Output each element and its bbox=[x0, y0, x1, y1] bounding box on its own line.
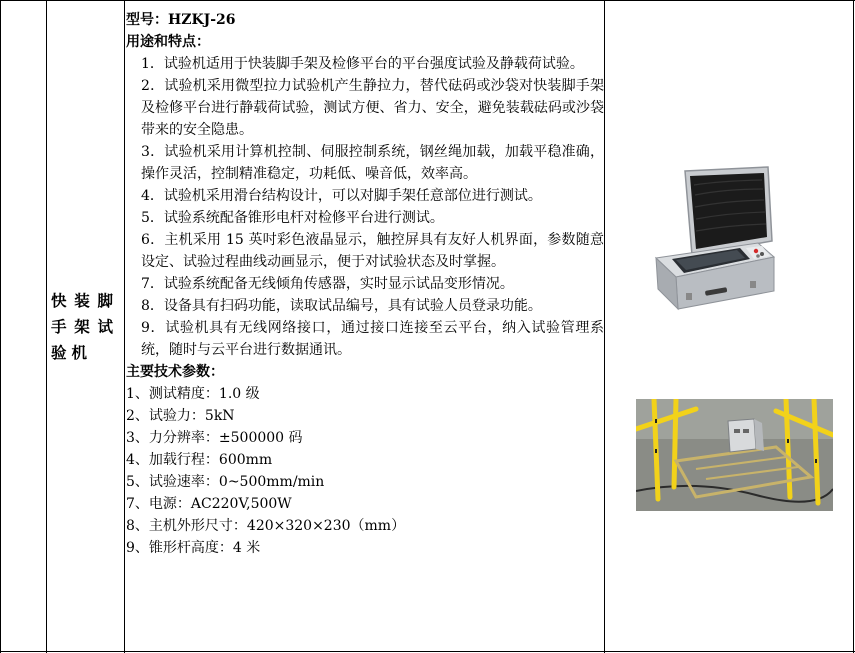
feature-item: 9．试验机具有无线网络接口，通过接口连接至云平台，纳入试验管理系统，随时与云平台进行数据通讯。 bbox=[141, 320, 604, 358]
model-label: 型号：HZKJ-26 bbox=[126, 12, 236, 28]
spec-item: 3、力分辨率：±500000 码 bbox=[126, 430, 303, 446]
table-border-bottom bbox=[0, 651, 855, 652]
feature-item: 1．试验机适用于快装脚手架及检修平台的平台强度试验及静载荷试验。 bbox=[141, 56, 584, 72]
feature-item: 7．试验系统配备无线倾角传感器，实时显示试品变形情况。 bbox=[141, 276, 514, 292]
feature-item: 3．试验机采用计算机控制、伺服控制系统，钢丝绳加载，加载平稳准确，操作灵活，控制精准稳定，功耗低、噪音低，效率高。 bbox=[141, 144, 604, 182]
spec-item: 8、主机外形尺寸：420×320×230（mm） bbox=[126, 518, 406, 534]
spec-item: 9、锥形杆高度：4 米 bbox=[126, 540, 261, 556]
control-case-photo bbox=[650, 163, 780, 313]
product-name: 快装脚手架试验机 bbox=[51, 291, 118, 362]
table-border-top bbox=[0, 0, 855, 1]
spec-item: 1、测试精度：1.0 级 bbox=[126, 386, 260, 402]
description-cell bbox=[126, 9, 604, 559]
table-border-left bbox=[0, 0, 1, 653]
feature-item: 8．设备具有扫码功能，读取试品编号，具有试验人员登录功能。 bbox=[141, 298, 542, 314]
control-case-image bbox=[650, 163, 780, 313]
feature-item: 4．试验机采用滑台结构设计，可以对脚手架任意部位进行测试。 bbox=[141, 188, 542, 204]
spec-item: 2、试验力：5kN bbox=[126, 408, 235, 424]
feature-item: 5．试验系统配备锥形电杆对检修平台进行测试。 bbox=[141, 210, 444, 226]
specs-list bbox=[126, 383, 604, 559]
spec-item: 5、试验速率：0~500mm/min bbox=[126, 474, 325, 490]
features-list bbox=[126, 53, 604, 361]
table-border-right bbox=[853, 0, 854, 653]
table-divider-3 bbox=[604, 0, 605, 653]
table-divider-2 bbox=[124, 0, 125, 653]
features-heading: 用途和特点： bbox=[126, 34, 210, 50]
scaffold-test-image bbox=[636, 399, 833, 511]
specs-heading: 主要技术参数： bbox=[126, 364, 224, 380]
spec-item: 4、加载行程：600mm bbox=[126, 452, 273, 468]
spec-item: 7、电源：AC220V,500W bbox=[126, 496, 292, 512]
scaffold-test-photo bbox=[636, 399, 833, 511]
feature-item: 2．试验机采用微型拉力试验机产生静拉力，替代砝码或沙袋对快装脚手架及检修平台进行静载荷试验，测试方便、省力、安全，避免装载砝码或沙袋带来的安全隐患。 bbox=[141, 78, 604, 138]
feature-item: 6．主机采用 15 英吋彩色液晶显示，触控屏具有友好人机界面，参数随意设定、试验过程曲线动画显示，便于对试验状态及时掌握。 bbox=[141, 232, 604, 270]
product-name-cell bbox=[47, 0, 124, 653]
